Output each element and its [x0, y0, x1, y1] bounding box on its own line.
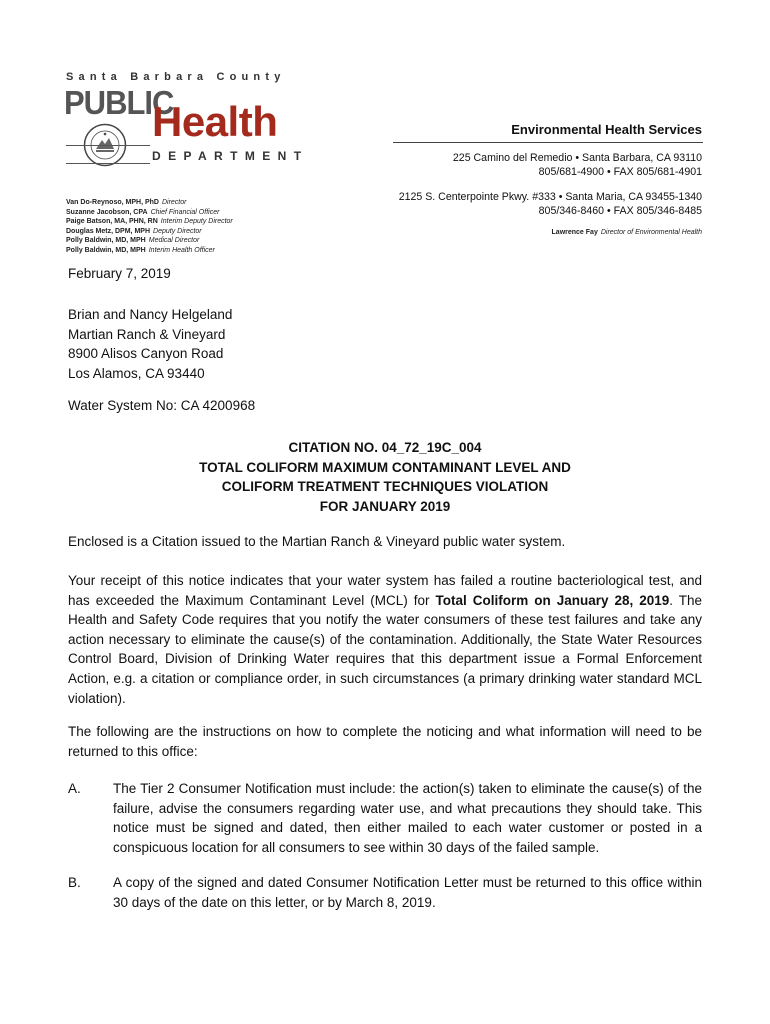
- violation-date-emphasis: Total Coliform on January 28, 2019: [435, 592, 670, 608]
- item-label: B.: [68, 875, 81, 890]
- letter-date: February 7, 2019: [68, 266, 171, 281]
- logo-health-text: Health: [152, 98, 278, 145]
- citation-line: COLIFORM TREATMENT TECHNIQUES VIOLATION: [221, 479, 549, 495]
- paragraph-notice: Your receipt of this notice indicates that your water system has failed a routine bacteriological test, and has exceeded the Maximum Contaminant Level (MCL) for Total Coliform on January 28, 2019. The Health and Safety Code requires that you notify the water consumers of these test failures and take any action necessary to eliminate the cause(s) of the contamination. Additionally, the State Water Resources Control Board, Division of Drinking Water requires that this department issue a Formal Enforcement Action, e.g. a citation or compliance order, in such circumstances (a primary drinking water standard MCL violation).: [68, 573, 703, 706]
- env-director: Lawrence Fay Director of Environmental Health: [551, 229, 702, 236]
- recipient-line: Brian and Nancy Helgeland: [68, 307, 233, 322]
- water-system-number: Water System No: CA 4200968: [68, 398, 256, 413]
- recipient-line: Martian Ranch & Vineyard: [68, 326, 226, 342]
- item-label: A.: [68, 781, 81, 796]
- recipient-address: [68, 305, 232, 383]
- office-address: 2125 S. Centerpointe Pkwy. #333 • Santa Maria, CA 93455-1340: [398, 191, 702, 203]
- staff-row: Paige Batson, MA, PHN, RN Interim Deputy Director: [66, 218, 233, 226]
- staff-row: Polly Baldwin, MD, MPH Medical Director: [66, 237, 200, 245]
- logo-department-text: DEPARTMENT: [152, 149, 309, 163]
- logo-public-text: PUBLIC: [64, 84, 174, 122]
- staff-list: [66, 198, 233, 256]
- office-phone: 805/681-4900 • FAX 805/681-4901: [538, 166, 702, 178]
- paragraph-enclosed: Enclosed is a Citation issued to the Martian Ranch & Vineyard public water system.: [68, 534, 566, 549]
- recipient-line: 8900 Alisos Canyon Road: [68, 346, 224, 362]
- staff-row: Suzanne Jacobson, CPA Chief Financial Officer: [66, 208, 220, 216]
- division-rule: [393, 142, 703, 143]
- logo-rule-top: [66, 145, 150, 146]
- paragraph-instructions: The following are the instructions on how to complete the noticing and what information will need to be returned to this office:: [68, 724, 702, 759]
- citation-title: [68, 438, 702, 516]
- citation-line: CITATION NO. 04_72_19C_004: [288, 440, 482, 455]
- county-name: Santa Barbara County: [66, 71, 286, 83]
- citation-line: FOR JANUARY 2019: [319, 498, 451, 514]
- office-santa-barbara: [453, 151, 702, 179]
- staff-row: Douglas Metz, DPM, MPH Deputy Director: [66, 227, 202, 235]
- staff-row: Polly Baldwin, MD, MPH Interim Health Officer: [66, 246, 215, 254]
- office-phone: 805/346-8460 • FAX 805/346-8485: [538, 205, 702, 217]
- office-address: 225 Camino del Remedio • Santa Barbara, CA 93110: [452, 152, 702, 164]
- staff-row: Van Do-Reynoso, MPH, PhD Director: [66, 199, 187, 206]
- recipient-line: Los Alamos, CA 93440: [68, 365, 205, 381]
- item-text: A copy of the signed and dated Consumer Notification Letter must be returned to this office within 30 days of the date on this letter, or by March 8, 2019.: [113, 875, 702, 910]
- office-santa-maria: [399, 190, 702, 218]
- item-text: The Tier 2 Consumer Notification must include: the action(s) taken to eliminate the cause(s) of the failure, advise the consumers regarding water use, and what precautions they should take. This notice must be signed and dated, then either mailed to each water customer or posted in a conspicuous location for all consumers to see within 30 days of the failed sample.: [113, 781, 702, 855]
- citation-line: TOTAL COLIFORM MAXIMUM CONTAMINANT LEVEL AND: [199, 459, 571, 475]
- logo-rule-bottom: [66, 163, 150, 164]
- division-title: Environmental Health Services: [511, 122, 702, 137]
